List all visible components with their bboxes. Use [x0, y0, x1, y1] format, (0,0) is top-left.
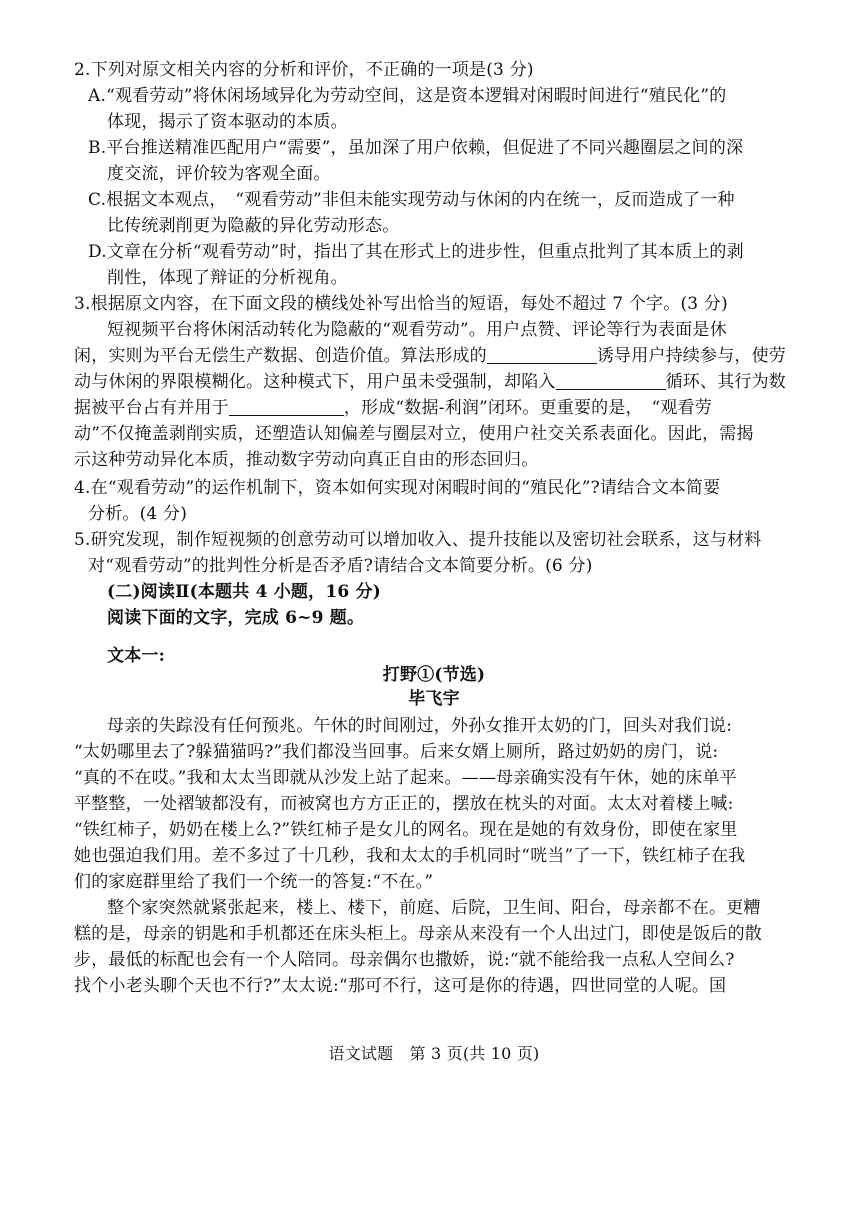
q3-passage-line1: 短视频平台将休闲活动转化为隐蔽的“观看劳动”。用户点赞、评论等行为表面是休	[107, 320, 727, 340]
story-paragraph1-line4: 平整整，一处褶皱都没有，而被窝也方方正正的，摆放在枕头的对面。太太对着楼上喊:	[74, 794, 734, 814]
q4-stem-line1: 4.在“观看劳动”的运作机制下，资本如何实现对闲暇时间的“殖民化”?请结合文本简要	[74, 478, 721, 498]
q3-stem: 3.根据原文内容，在下面文段的横线处补写出恰当的短语，每处不超过 7 个字。(3 分)	[74, 294, 728, 314]
q3-passage-line2: 闲，实则为平台无偿生产数据、创造价值。算法形成的 诱导用户持续参与，使劳	[74, 346, 787, 366]
story-paragraph2-line3: 步，最低的标配也会有一个人陪同。母亲偶尔也撒娇，说:“就不能给我一点私人空间么?	[74, 950, 735, 970]
story-paragraph1-line3: “真的不在哎。”我和太太当即就从沙发上站了起来。——母亲确实没有午休，她的床单平	[74, 768, 737, 788]
section-instruction: 阅读下面的文字，完成 6~9 题。	[107, 608, 365, 628]
q2-option-b-line2: 度交流，评价较为客观全面。	[107, 164, 331, 184]
q2-stem: 2.下列对原文相关内容的分析和评价，不正确的一项是(3 分)	[74, 60, 534, 80]
fill-blank-1[interactable]	[487, 345, 597, 364]
story-paragraph1-line1: 母亲的失踪没有任何预兆。午休的时间刚过，外孙女推开太奶的门，回头对我们说:	[107, 716, 733, 736]
q5-stem-line1: 5.研究发现，制作短视频的创意劳动可以增加收入、提升技能以及密切社会联系，这与材料	[74, 530, 762, 550]
page-footer: 语文试题 第 3 页(共 10 页)	[328, 1044, 540, 1063]
text-one-label: 文本一:	[107, 646, 166, 666]
q5-stem-line2: 对“观看劳动”的批判性分析是否矛盾?请结合文本简要分析。(6 分)	[88, 556, 593, 576]
story-paragraph1-line5: “铁红柿子，奶奶在楼上么?”铁红柿子是女儿的网名。现在是她的有效身份，即使在家里	[74, 820, 738, 840]
story-paragraph1-line2: “太奶哪里去了?躲猫猫吗?”我们都没当回事。后来女婿上厕所，路过奶奶的房门，说:	[74, 742, 719, 762]
fill-blank-2[interactable]	[556, 371, 666, 390]
story-paragraph2-line4: 找个小老头聊个天也不行?”太太说:“那可不行，这可是你的待遇，四世同堂的人呢。国	[74, 976, 727, 996]
q2-option-c-line2: 比传统剥削更为隐蔽的异化劳动形态。	[107, 216, 400, 236]
q2-option-c-line1: C.根据文本观点， “观看劳动”非但未能实现劳动与休闲的内在统一，反而造成了一种	[88, 190, 735, 210]
story-title: 打野①(节选)	[382, 665, 486, 685]
section-heading: (二)阅读Ⅱ(本题共 4 小题，16 分)	[107, 582, 381, 602]
q2-option-d-line2: 削性，体现了辩证的分析视角。	[107, 268, 348, 288]
story-paragraph1-line7: 们的家庭群里给了我们一个统一的答复:“不在。”	[74, 872, 434, 892]
story-paragraph2-line1: 整个家突然就紧张起来，楼上、楼下，前庭、后院，卫生间、阳台，母亲都不在。更糟	[107, 898, 761, 918]
story-paragraph1-line6: 她也强迫我们用。差不多过了十几秒，我和太太的手机同时“咣当”了一下，铁红柿子在我	[74, 846, 746, 866]
q3-passage-line4: 据被平台占有并用于 ，形成“数据-利润”闭环。更重要的是， “观看劳	[74, 398, 712, 418]
fill-blank-3[interactable]	[229, 397, 344, 416]
q2-option-b-line1: B.平台推送精准匹配用户“需要”，虽加深了用户依赖，但促进了不同兴趣圈层之间的深	[88, 138, 744, 158]
q2-option-a-line1: A.“观看劳动”将休闲场域异化为劳动空间，这是资本逻辑对闲暇时间进行“殖民化”的	[88, 86, 727, 106]
q3-passage-line6: 示这种劳动异化本质，推动数字劳动向真正自由的形态回归。	[74, 450, 539, 470]
q2-option-d-line1: D.文章在分析“观看劳动”时，指出了其在形式上的进步性，但重点批判了其本质上的剥	[88, 242, 744, 262]
q4-stem-line2: 分析。(4 分)	[88, 504, 188, 524]
story-author: 毕飞宇	[408, 689, 460, 709]
q3-passage-line3: 动与休闲的界限模糊化。这种模式下，用户虽未受强制，却陷入 循环、其行为数	[74, 372, 787, 392]
q3-passage-line5: 动”不仅掩盖剥削实质，还塑造认知偏差与圈层对立，使用户社交关系表面化。因此，需揭	[74, 424, 754, 444]
q2-option-a-line2: 体现，揭示了资本驱动的本质。	[107, 112, 348, 132]
story-paragraph2-line2: 糕的是，母亲的钥匙和手机都还在床头柜上。母亲从来没有一个人出过门，即使是饭后的散	[74, 924, 762, 944]
